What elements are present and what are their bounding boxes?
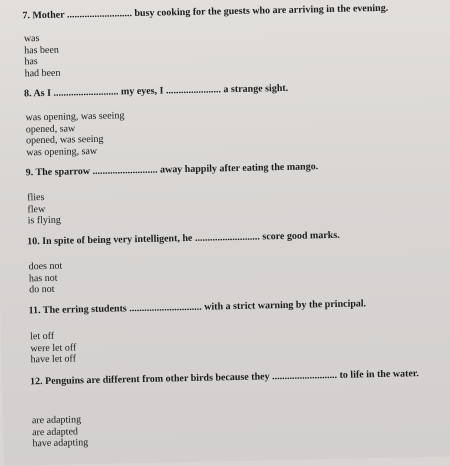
options-11 bbox=[30, 330, 77, 365]
question-12: 12. Penguins are different from other birds because they .......................... to life in the water. bbox=[29, 368, 419, 388]
option: opened, saw bbox=[25, 122, 76, 135]
option: let off bbox=[30, 330, 55, 343]
option: does not bbox=[28, 260, 63, 273]
option: flies bbox=[27, 191, 45, 204]
option: has bbox=[24, 56, 38, 68]
options-12 bbox=[32, 414, 89, 450]
option: are adapted bbox=[32, 425, 79, 438]
option: opened, was seeing bbox=[25, 133, 104, 147]
option: has not bbox=[28, 272, 58, 284]
options-7 bbox=[24, 33, 61, 80]
question-11: 11. The erring students ............................. with a strict warning by the principal. bbox=[28, 298, 367, 317]
option: is flying bbox=[27, 214, 61, 227]
option: was opening, saw bbox=[26, 145, 98, 158]
options-10 bbox=[29, 261, 63, 296]
option: had been bbox=[24, 67, 61, 79]
option: flew bbox=[27, 203, 46, 215]
option: do not bbox=[29, 283, 55, 296]
question-7: 7. Mother .......................... busy cooking for the guests who are arriving in the evening. bbox=[22, 2, 389, 22]
option: have let off bbox=[30, 353, 77, 366]
option: was opening, was seeing bbox=[25, 110, 125, 124]
option: are adapting bbox=[31, 414, 82, 427]
option: have adapting bbox=[32, 437, 89, 450]
question-8: 8. As I .......................... my eyes, I ...................... a strange sight. bbox=[23, 82, 289, 100]
question-9: 9. The sparrow .......................... away happily after eating the mango. bbox=[25, 161, 319, 179]
option: were let off bbox=[30, 341, 77, 354]
options-8 bbox=[25, 110, 125, 158]
option: was bbox=[23, 33, 40, 45]
options-9 bbox=[27, 192, 61, 227]
option: has been bbox=[24, 44, 59, 56]
question-10: 10. In spite of being very intelligent, he .......................... score good marks. bbox=[27, 229, 340, 248]
